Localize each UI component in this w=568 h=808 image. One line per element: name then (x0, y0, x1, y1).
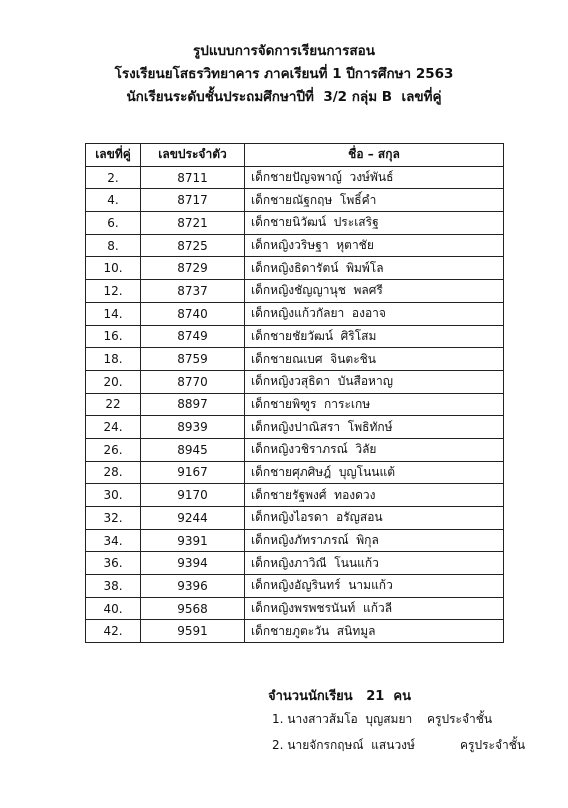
cell-full-name: เด็กหญิงอัญรินทร์ นามแก้ว (245, 575, 504, 598)
cell-student-id: 9167 (141, 461, 245, 484)
school-term-title: โรงเรียนยโสธรวิทยาคาร ภาคเรียนที่ 1 ปีการศึกษา 2563 (114, 66, 454, 82)
table-header-row (86, 144, 504, 167)
teacher-role: ครูประจำชั้น (460, 738, 526, 752)
teacher-role: ครูประจำชั้น (427, 712, 493, 726)
cell-number: 26. (86, 438, 141, 461)
cell-student-id: 9391 (141, 529, 245, 552)
table-row (86, 348, 504, 371)
cell-student-id: 8725 (141, 234, 245, 257)
table-row (86, 393, 504, 416)
table-row (86, 234, 504, 257)
cell-student-id: 8759 (141, 348, 245, 371)
cell-full-name: เด็กชายศุภศิษฎ์ บุญโนนแต้ (245, 461, 504, 484)
teacher-name: 2. นายจักรกฤษณ์ แสนวงษ์ (272, 738, 415, 752)
cell-number: 12. (86, 280, 141, 303)
table-row (86, 438, 504, 461)
table-row (86, 416, 504, 439)
cell-full-name: เด็กชายปัญจพาญ์ วงษ์พันธ์ (245, 166, 504, 189)
table-row (86, 575, 504, 598)
student-count: จำนวนนักเรียน 21 คน (268, 689, 411, 704)
table-row (86, 302, 504, 325)
cell-full-name: เด็กชายรัฐพงศ์ ทองดวง (245, 484, 504, 507)
class-group-title: นักเรียนระดับชั้นประถมศึกษาปีที่ 3/2 กลุ่ม B เลขที่คู่ (126, 89, 442, 105)
cell-number: 20. (86, 370, 141, 393)
cell-student-id: 9244 (141, 507, 245, 530)
cell-student-id: 8721 (141, 212, 245, 235)
cell-full-name: เด็กชายณัฐกฤษ โพธิ์คำ (245, 189, 504, 212)
cell-full-name: เด็กชายนิวัฒน์ ประเสริฐ (245, 212, 504, 235)
table-row (86, 325, 504, 348)
teacher-entry (272, 736, 526, 762)
cell-number: 8. (86, 234, 141, 257)
cell-student-id: 8717 (141, 189, 245, 212)
cell-student-id: 9170 (141, 484, 245, 507)
cell-number: 14. (86, 302, 141, 325)
table-row (86, 212, 504, 235)
cell-student-id: 8939 (141, 416, 245, 439)
cell-number: 24. (86, 416, 141, 439)
cell-number: 32. (86, 507, 141, 530)
student-roster-table (85, 143, 504, 643)
table-row (86, 507, 504, 530)
cell-number: 22 (86, 393, 141, 416)
table-row (86, 552, 504, 575)
cell-full-name: เด็กหญิงแก้วกัลยา องอาจ (245, 302, 504, 325)
teacher-list (272, 710, 526, 762)
cell-student-id: 9591 (141, 620, 245, 643)
cell-number: 6. (86, 212, 141, 235)
cell-number: 2. (86, 166, 141, 189)
cell-student-id: 8740 (141, 302, 245, 325)
table-row (86, 461, 504, 484)
cell-number: 18. (86, 348, 141, 371)
cell-full-name: เด็กหญิงภาวิณี โนนแก้ว (245, 552, 504, 575)
cell-number: 16. (86, 325, 141, 348)
cell-full-name: เด็กหญิงปาณิสรา โพธิทักษ์ (245, 416, 504, 439)
column-header-student-id: เลขประจำตัว (141, 144, 245, 167)
cell-student-id: 8749 (141, 325, 245, 348)
cell-full-name: เด็กชายชัยวัฒน์ ศิริโสม (245, 325, 504, 348)
cell-full-name: เด็กหญิงไอรดา อรัญสอน (245, 507, 504, 530)
cell-number: 40. (86, 597, 141, 620)
cell-student-id: 8711 (141, 166, 245, 189)
cell-full-name: เด็กหญิงวริษฐา หุตาชัย (245, 234, 504, 257)
cell-number: 38. (86, 575, 141, 598)
cell-full-name: เด็กชายณเบศ จินตะชิน (245, 348, 504, 371)
document-header (0, 40, 568, 109)
cell-student-id: 8945 (141, 438, 245, 461)
table-row (86, 484, 504, 507)
table-row (86, 257, 504, 280)
cell-full-name: เด็กหญิงชัญญานุช พลศรี (245, 280, 504, 303)
table-row (86, 189, 504, 212)
roster-body (86, 166, 504, 642)
table-row (86, 370, 504, 393)
cell-number: 10. (86, 257, 141, 280)
table-row (86, 529, 504, 552)
form-title: รูปแบบการจัดการเรียนการสอน (193, 43, 375, 59)
cell-number: 42. (86, 620, 141, 643)
cell-number: 34. (86, 529, 141, 552)
cell-full-name: เด็กหญิงภัทราภรณ์ พิกุล (245, 529, 504, 552)
cell-number: 36. (86, 552, 141, 575)
cell-number: 4. (86, 189, 141, 212)
cell-student-id: 9396 (141, 575, 245, 598)
teacher-name: 1. นางสาวส้มโอ บุญสมยา (272, 712, 413, 726)
cell-full-name: เด็กหญิงธิดารัตน์ พิมพ์โล (245, 257, 504, 280)
cell-full-name: เด็กหญิงพรพชรนันท์ แก้วลี (245, 597, 504, 620)
cell-full-name: เด็กหญิงวสุธิดา บันสือหาญ (245, 370, 504, 393)
cell-student-id: 9568 (141, 597, 245, 620)
cell-student-id: 8737 (141, 280, 245, 303)
cell-full-name: เด็กชายภูตะวัน สนิทมูล (245, 620, 504, 643)
cell-full-name: เด็กหญิงวชิราภรณ์ วิลัย (245, 438, 504, 461)
table-row (86, 166, 504, 189)
cell-number: 30. (86, 484, 141, 507)
cell-full-name: เด็กชายพิฑูร การะเกษ (245, 393, 504, 416)
column-header-full-name: ชื่อ – สกุล (245, 144, 504, 167)
table-row (86, 280, 504, 303)
cell-number: 28. (86, 461, 141, 484)
column-header-number: เลขที่คู่ (86, 144, 141, 167)
cell-student-id: 8897 (141, 393, 245, 416)
cell-student-id: 8770 (141, 370, 245, 393)
table-row (86, 620, 504, 643)
teacher-entry (272, 710, 493, 736)
cell-student-id: 8729 (141, 257, 245, 280)
cell-student-id: 9394 (141, 552, 245, 575)
table-row (86, 597, 504, 620)
